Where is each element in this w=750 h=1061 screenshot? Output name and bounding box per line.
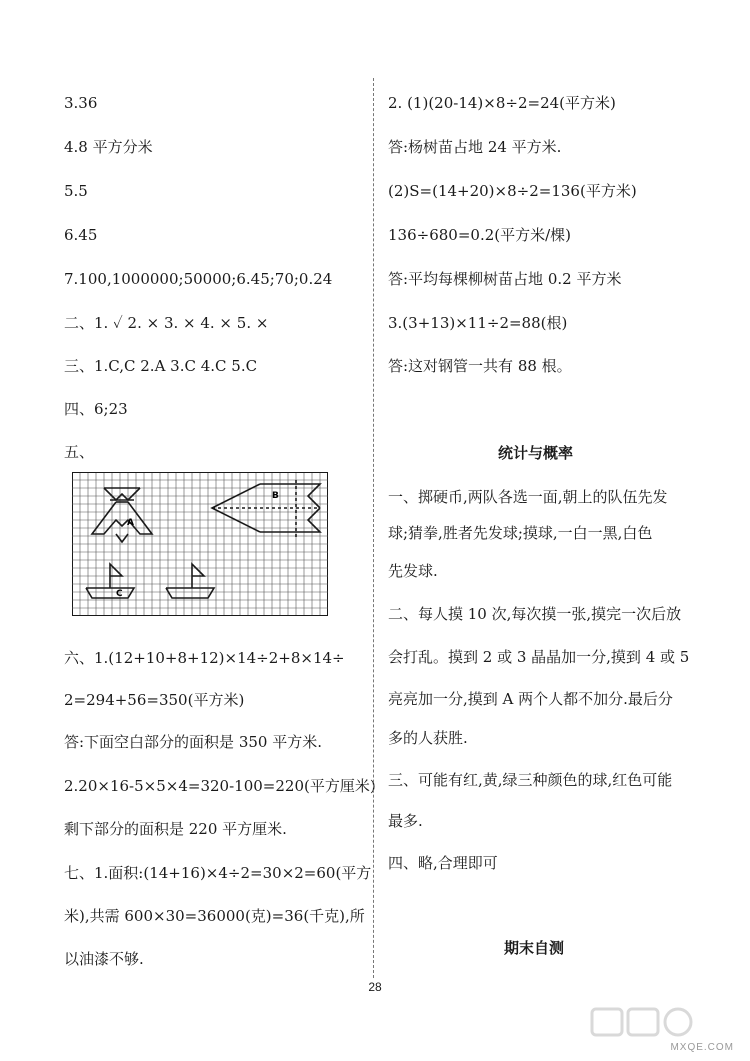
column-divider <box>373 78 374 978</box>
label-c: C <box>116 589 123 599</box>
grid-diagram <box>72 472 328 616</box>
answer-line: 剩下部分的面积是 220 平方厘米. <box>64 820 287 838</box>
answer-line: 以油漆不够. <box>64 950 144 968</box>
answer-line: 答:平均每棵柳树苗占地 0.2 平方米 <box>388 270 622 288</box>
answer-line: 米),共需 600×30=36000(克)=36(千克),所 <box>64 907 365 925</box>
answer-line: 五、 <box>64 443 95 461</box>
stats-line: 球;猜拳,胜者先发球;摸球,一白一黑,白色 <box>388 524 653 542</box>
stats-line: 最多. <box>388 812 423 830</box>
answer-line: 六、1.(12+10+8+12)×14÷2+8×14÷ <box>64 649 345 667</box>
answer-line: 答:这对钢管一共有 88 根。 <box>388 357 572 375</box>
grid-figure <box>72 472 328 616</box>
stats-line: 会打乱。摸到 2 或 3 晶晶加一分,摸到 4 或 5 <box>388 648 690 666</box>
answer-line: 3.36 <box>64 94 98 112</box>
answer-line: 136÷680=0.2(平方米/棵) <box>388 226 572 244</box>
answer-line: 6.45 <box>64 226 98 244</box>
answer-line: 答:下面空白部分的面积是 350 平方米. <box>64 733 322 751</box>
stats-line: 先发球. <box>388 562 438 580</box>
page-number: 28 <box>368 980 382 994</box>
stats-line: 一、掷硬币,两队各选一面,朝上的队伍先发 <box>388 488 668 506</box>
answer-line: 2.20×16-5×5×4=320-100=220(平方厘米) <box>64 777 376 795</box>
stats-line: 二、每人摸 10 次,每次摸一张,摸完一次后放 <box>388 605 682 623</box>
answer-line: 答:杨树苗占地 24 平方米. <box>388 138 562 156</box>
answer-line: 七、1.面积:(14+16)×4÷2=30×2=60(平方 <box>64 864 372 882</box>
stats-line: 亮亮加一分,摸到 A 两个人都不加分.最后分 <box>388 690 673 708</box>
stats-line: 多的人获胜. <box>388 729 468 747</box>
section-title-stats: 统计与概率 <box>498 444 574 462</box>
answer-line: 5.5 <box>64 182 88 200</box>
answer-line: 2. (1)(20-14)×8÷2=24(平方米) <box>388 94 616 112</box>
watermark-text: MXQE.COM <box>670 1042 734 1053</box>
label-a: A <box>127 518 134 528</box>
answer-line: 4.8 平方分米 <box>64 138 153 156</box>
answer-line: 2=294+56=350(平方米) <box>64 691 245 709</box>
answer-line: 三、1.C,C 2.A 3.C 4.C 5.C <box>64 357 258 375</box>
section-title-final: 期末自测 <box>504 939 565 957</box>
shape-c <box>86 564 214 598</box>
answer-line: 二、1. ✓ 2. × 3. × 4. × 5. × <box>64 314 269 332</box>
answer-line: (2)S=(14+20)×8÷2=136(平方米) <box>388 182 637 200</box>
answer-line: 7.100,1000000;50000;6.45;70;0.24 <box>64 270 333 288</box>
stats-line: 四、略,合理即可 <box>388 854 498 872</box>
stats-line: 三、可能有红,黄,绿三种颜色的球,红色可能 <box>388 771 673 789</box>
answer-line: 3.(3+13)×11÷2=88(根) <box>388 314 568 332</box>
label-b: B <box>272 491 279 501</box>
answer-line: 四、6;23 <box>64 400 128 418</box>
